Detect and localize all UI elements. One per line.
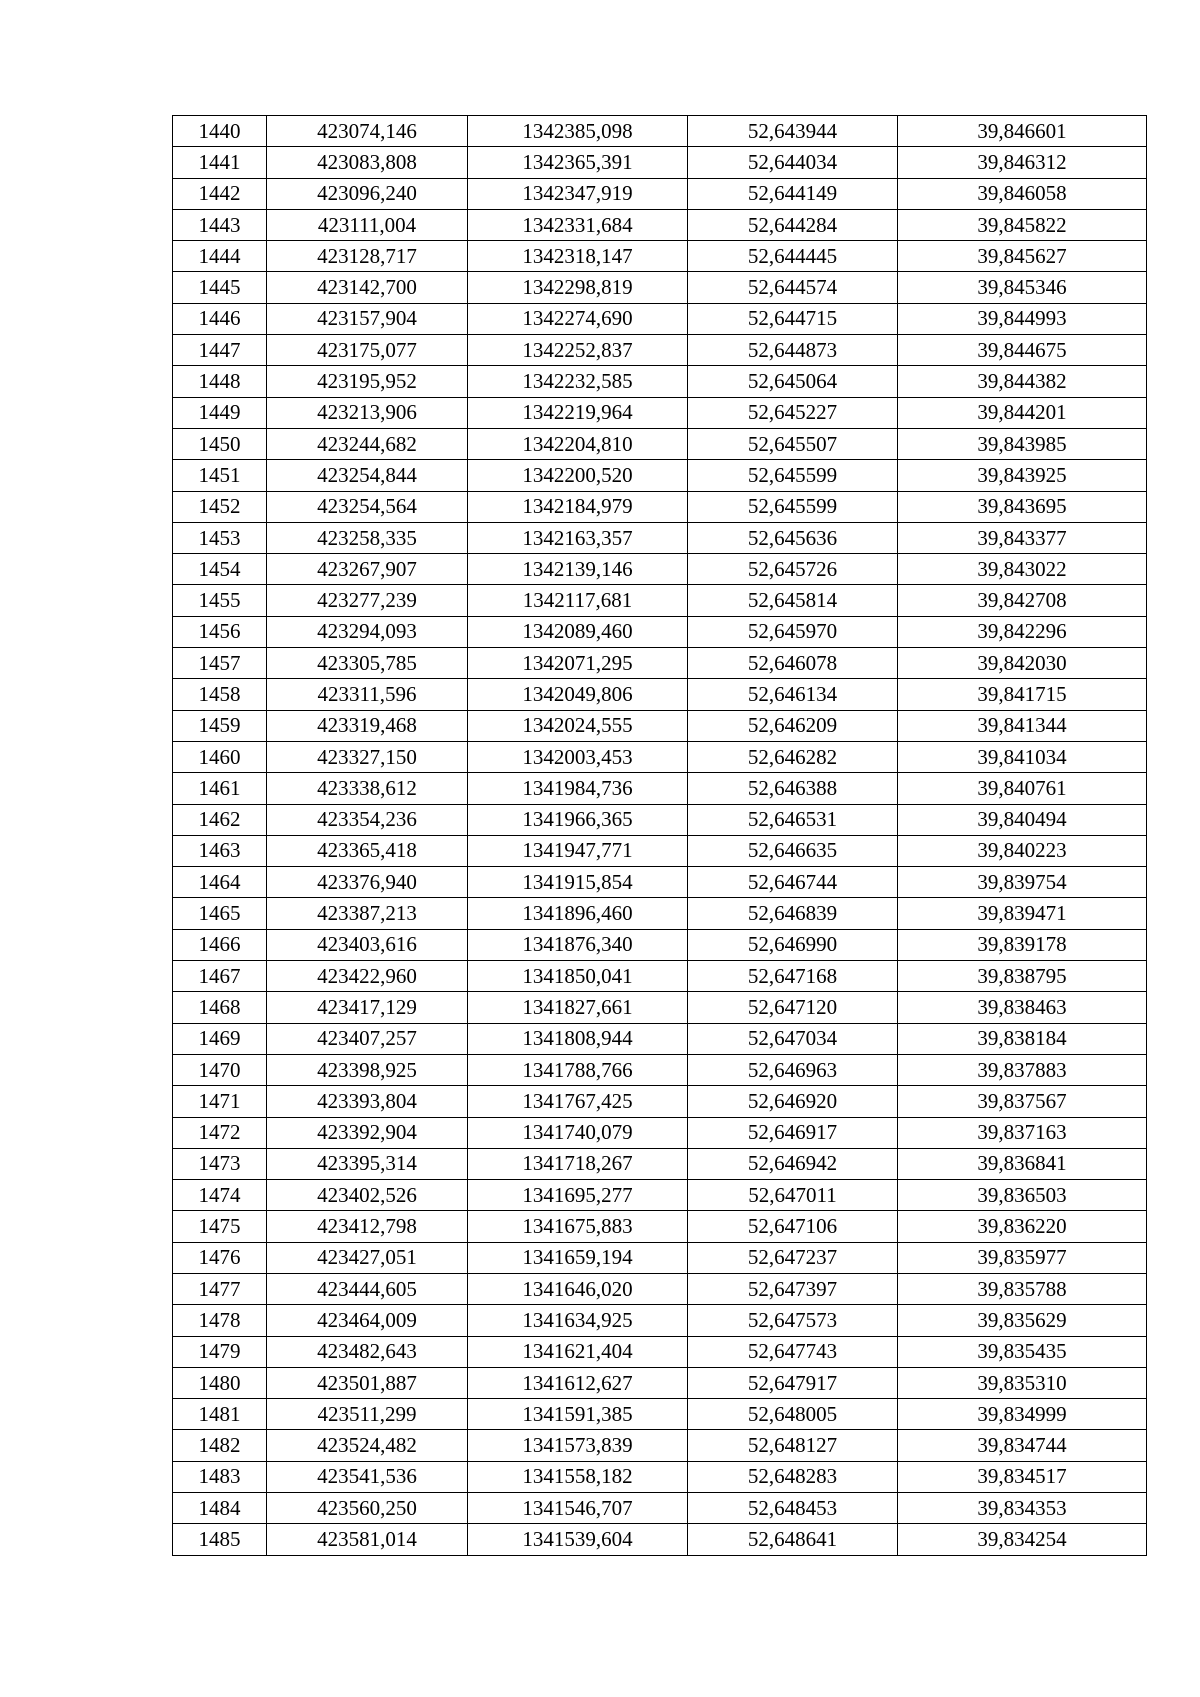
y-coordinate-cell: 1341675,883: [468, 1211, 688, 1242]
latitude-cell: 52,648641: [688, 1524, 898, 1555]
y-coordinate-cell: 1341915,854: [468, 867, 688, 898]
x-coordinate-cell: 423175,077: [267, 335, 468, 366]
point-number-cell: 1458: [173, 679, 267, 710]
table-row: [173, 178, 1147, 209]
point-number-cell: 1479: [173, 1336, 267, 1367]
table-row: [173, 1461, 1147, 1492]
x-coordinate-cell: 423464,009: [267, 1305, 468, 1336]
table-row: [173, 554, 1147, 585]
point-number-cell: 1457: [173, 648, 267, 679]
latitude-cell: 52,645064: [688, 366, 898, 397]
y-coordinate-cell: 1342232,585: [468, 366, 688, 397]
longitude-cell: 39,843925: [898, 460, 1147, 491]
latitude-cell: 52,647237: [688, 1242, 898, 1273]
latitude-cell: 52,646531: [688, 804, 898, 835]
table-row: [173, 710, 1147, 741]
point-number-cell: 1466: [173, 929, 267, 960]
table-row: [173, 1273, 1147, 1304]
y-coordinate-cell: 1341573,839: [468, 1430, 688, 1461]
point-number-cell: 1464: [173, 867, 267, 898]
table-row: [173, 366, 1147, 397]
longitude-cell: 39,842030: [898, 648, 1147, 679]
table-row: [173, 804, 1147, 835]
latitude-cell: 52,646209: [688, 710, 898, 741]
latitude-cell: 52,646134: [688, 679, 898, 710]
latitude-cell: 52,647397: [688, 1273, 898, 1304]
longitude-cell: 39,839178: [898, 929, 1147, 960]
latitude-cell: 52,648127: [688, 1430, 898, 1461]
x-coordinate-cell: 423111,004: [267, 209, 468, 240]
table-row: [173, 648, 1147, 679]
point-number-cell: 1477: [173, 1273, 267, 1304]
point-number-cell: 1441: [173, 147, 267, 178]
point-number-cell: 1450: [173, 428, 267, 459]
point-number-cell: 1485: [173, 1524, 267, 1555]
x-coordinate-cell: 423096,240: [267, 178, 468, 209]
longitude-cell: 39,843022: [898, 554, 1147, 585]
longitude-cell: 39,843695: [898, 491, 1147, 522]
table-row: [173, 773, 1147, 804]
table-row: [173, 1493, 1147, 1524]
latitude-cell: 52,646635: [688, 835, 898, 866]
x-coordinate-cell: 423354,236: [267, 804, 468, 835]
table-row: [173, 1054, 1147, 1085]
y-coordinate-cell: 1342200,520: [468, 460, 688, 491]
longitude-cell: 39,836841: [898, 1148, 1147, 1179]
longitude-cell: 39,840223: [898, 835, 1147, 866]
y-coordinate-cell: 1341621,404: [468, 1336, 688, 1367]
point-number-cell: 1444: [173, 241, 267, 272]
latitude-cell: 52,644574: [688, 272, 898, 303]
x-coordinate-cell: 423327,150: [267, 741, 468, 772]
y-coordinate-cell: 1341634,925: [468, 1305, 688, 1336]
y-coordinate-cell: 1342365,391: [468, 147, 688, 178]
x-coordinate-cell: 423311,596: [267, 679, 468, 710]
latitude-cell: 52,646388: [688, 773, 898, 804]
latitude-cell: 52,645507: [688, 428, 898, 459]
longitude-cell: 39,842296: [898, 616, 1147, 647]
longitude-cell: 39,834353: [898, 1493, 1147, 1524]
table-row: [173, 1086, 1147, 1117]
point-number-cell: 1445: [173, 272, 267, 303]
x-coordinate-cell: 423403,616: [267, 929, 468, 960]
x-coordinate-cell: 423395,314: [267, 1148, 468, 1179]
x-coordinate-cell: 423258,335: [267, 522, 468, 553]
point-number-cell: 1472: [173, 1117, 267, 1148]
y-coordinate-cell: 1341591,385: [468, 1399, 688, 1430]
y-coordinate-cell: 1341612,627: [468, 1367, 688, 1398]
longitude-cell: 39,841715: [898, 679, 1147, 710]
longitude-cell: 39,834517: [898, 1461, 1147, 1492]
point-number-cell: 1448: [173, 366, 267, 397]
longitude-cell: 39,842708: [898, 585, 1147, 616]
y-coordinate-cell: 1341984,736: [468, 773, 688, 804]
table-row: [173, 303, 1147, 334]
latitude-cell: 52,643944: [688, 116, 898, 147]
point-number-cell: 1452: [173, 491, 267, 522]
longitude-cell: 39,845822: [898, 209, 1147, 240]
y-coordinate-cell: 1341659,194: [468, 1242, 688, 1273]
point-number-cell: 1471: [173, 1086, 267, 1117]
table-row: [173, 460, 1147, 491]
latitude-cell: 52,645814: [688, 585, 898, 616]
latitude-cell: 52,647168: [688, 961, 898, 992]
table-row: [173, 867, 1147, 898]
x-coordinate-cell: 423412,798: [267, 1211, 468, 1242]
x-coordinate-cell: 423294,093: [267, 616, 468, 647]
y-coordinate-cell: 1342003,453: [468, 741, 688, 772]
point-number-cell: 1465: [173, 898, 267, 929]
y-coordinate-cell: 1342089,460: [468, 616, 688, 647]
point-number-cell: 1478: [173, 1305, 267, 1336]
y-coordinate-cell: 1341539,604: [468, 1524, 688, 1555]
y-coordinate-cell: 1342298,819: [468, 272, 688, 303]
x-coordinate-cell: 423338,612: [267, 773, 468, 804]
point-number-cell: 1481: [173, 1399, 267, 1430]
point-number-cell: 1470: [173, 1054, 267, 1085]
latitude-cell: 52,644034: [688, 147, 898, 178]
latitude-cell: 52,646942: [688, 1148, 898, 1179]
latitude-cell: 52,644445: [688, 241, 898, 272]
x-coordinate-cell: 423277,239: [267, 585, 468, 616]
coordinates-table: [172, 115, 1147, 1556]
x-coordinate-cell: 423376,940: [267, 867, 468, 898]
table-row: [173, 585, 1147, 616]
table-row: [173, 1242, 1147, 1273]
y-coordinate-cell: 1342331,684: [468, 209, 688, 240]
x-coordinate-cell: 423581,014: [267, 1524, 468, 1555]
table-row: [173, 1211, 1147, 1242]
point-number-cell: 1460: [173, 741, 267, 772]
longitude-cell: 39,843377: [898, 522, 1147, 553]
x-coordinate-cell: 423254,844: [267, 460, 468, 491]
y-coordinate-cell: 1341788,766: [468, 1054, 688, 1085]
longitude-cell: 39,846312: [898, 147, 1147, 178]
y-coordinate-cell: 1341896,460: [468, 898, 688, 929]
y-coordinate-cell: 1342252,837: [468, 335, 688, 366]
point-number-cell: 1447: [173, 335, 267, 366]
point-number-cell: 1443: [173, 209, 267, 240]
y-coordinate-cell: 1341695,277: [468, 1180, 688, 1211]
latitude-cell: 52,645726: [688, 554, 898, 585]
x-coordinate-cell: 423422,960: [267, 961, 468, 992]
x-coordinate-cell: 423083,808: [267, 147, 468, 178]
longitude-cell: 39,835310: [898, 1367, 1147, 1398]
table-row: [173, 1305, 1147, 1336]
latitude-cell: 52,647120: [688, 992, 898, 1023]
y-coordinate-cell: 1341808,944: [468, 1023, 688, 1054]
longitude-cell: 39,839471: [898, 898, 1147, 929]
x-coordinate-cell: 423074,146: [267, 116, 468, 147]
coordinates-table-body: [173, 116, 1147, 1556]
latitude-cell: 52,647011: [688, 1180, 898, 1211]
latitude-cell: 52,646078: [688, 648, 898, 679]
x-coordinate-cell: 423254,564: [267, 491, 468, 522]
latitude-cell: 52,647917: [688, 1367, 898, 1398]
longitude-cell: 39,846058: [898, 178, 1147, 209]
x-coordinate-cell: 423524,482: [267, 1430, 468, 1461]
longitude-cell: 39,839754: [898, 867, 1147, 898]
x-coordinate-cell: 423128,717: [267, 241, 468, 272]
point-number-cell: 1449: [173, 397, 267, 428]
point-number-cell: 1461: [173, 773, 267, 804]
latitude-cell: 52,647573: [688, 1305, 898, 1336]
point-number-cell: 1482: [173, 1430, 267, 1461]
latitude-cell: 52,647034: [688, 1023, 898, 1054]
table-row: [173, 491, 1147, 522]
latitude-cell: 52,646839: [688, 898, 898, 929]
longitude-cell: 39,835629: [898, 1305, 1147, 1336]
longitude-cell: 39,844993: [898, 303, 1147, 334]
y-coordinate-cell: 1342139,146: [468, 554, 688, 585]
longitude-cell: 39,844382: [898, 366, 1147, 397]
table-row: [173, 616, 1147, 647]
latitude-cell: 52,645970: [688, 616, 898, 647]
y-coordinate-cell: 1342117,681: [468, 585, 688, 616]
x-coordinate-cell: 423560,250: [267, 1493, 468, 1524]
latitude-cell: 52,647743: [688, 1336, 898, 1367]
y-coordinate-cell: 1341827,661: [468, 992, 688, 1023]
point-number-cell: 1474: [173, 1180, 267, 1211]
table-row: [173, 1367, 1147, 1398]
table-row: [173, 209, 1147, 240]
y-coordinate-cell: 1341966,365: [468, 804, 688, 835]
latitude-cell: 52,644873: [688, 335, 898, 366]
y-coordinate-cell: 1341546,707: [468, 1493, 688, 1524]
y-coordinate-cell: 1341876,340: [468, 929, 688, 960]
latitude-cell: 52,645636: [688, 522, 898, 553]
longitude-cell: 39,835435: [898, 1336, 1147, 1367]
x-coordinate-cell: 423541,536: [267, 1461, 468, 1492]
point-number-cell: 1468: [173, 992, 267, 1023]
point-number-cell: 1453: [173, 522, 267, 553]
longitude-cell: 39,846601: [898, 116, 1147, 147]
y-coordinate-cell: 1342347,919: [468, 178, 688, 209]
longitude-cell: 39,844675: [898, 335, 1147, 366]
table-row: [173, 1524, 1147, 1555]
longitude-cell: 39,837567: [898, 1086, 1147, 1117]
longitude-cell: 39,840761: [898, 773, 1147, 804]
table-row: [173, 1399, 1147, 1430]
x-coordinate-cell: 423244,682: [267, 428, 468, 459]
latitude-cell: 52,644715: [688, 303, 898, 334]
table-row: [173, 397, 1147, 428]
latitude-cell: 52,644149: [688, 178, 898, 209]
point-number-cell: 1476: [173, 1242, 267, 1273]
longitude-cell: 39,838795: [898, 961, 1147, 992]
latitude-cell: 52,646963: [688, 1054, 898, 1085]
table-row: [173, 116, 1147, 147]
latitude-cell: 52,648005: [688, 1399, 898, 1430]
y-coordinate-cell: 1341947,771: [468, 835, 688, 866]
x-coordinate-cell: 423511,299: [267, 1399, 468, 1430]
x-coordinate-cell: 423305,785: [267, 648, 468, 679]
longitude-cell: 39,840494: [898, 804, 1147, 835]
table-row: [173, 147, 1147, 178]
point-number-cell: 1480: [173, 1367, 267, 1398]
x-coordinate-cell: 423417,129: [267, 992, 468, 1023]
table-row: [173, 1336, 1147, 1367]
y-coordinate-cell: 1342318,147: [468, 241, 688, 272]
longitude-cell: 39,837163: [898, 1117, 1147, 1148]
point-number-cell: 1440: [173, 116, 267, 147]
point-number-cell: 1473: [173, 1148, 267, 1179]
table-row: [173, 898, 1147, 929]
x-coordinate-cell: 423427,051: [267, 1242, 468, 1273]
table-row: [173, 929, 1147, 960]
point-number-cell: 1456: [173, 616, 267, 647]
point-number-cell: 1454: [173, 554, 267, 585]
y-coordinate-cell: 1342219,964: [468, 397, 688, 428]
latitude-cell: 52,645227: [688, 397, 898, 428]
table-row: [173, 1180, 1147, 1211]
x-coordinate-cell: 423444,605: [267, 1273, 468, 1304]
table-row: [173, 522, 1147, 553]
longitude-cell: 39,836220: [898, 1211, 1147, 1242]
latitude-cell: 52,647106: [688, 1211, 898, 1242]
latitude-cell: 52,646990: [688, 929, 898, 960]
point-number-cell: 1451: [173, 460, 267, 491]
table-row: [173, 241, 1147, 272]
x-coordinate-cell: 423501,887: [267, 1367, 468, 1398]
latitude-cell: 52,646920: [688, 1086, 898, 1117]
table-row: [173, 428, 1147, 459]
x-coordinate-cell: 423482,643: [267, 1336, 468, 1367]
x-coordinate-cell: 423213,906: [267, 397, 468, 428]
x-coordinate-cell: 423142,700: [267, 272, 468, 303]
y-coordinate-cell: 1342049,806: [468, 679, 688, 710]
latitude-cell: 52,648283: [688, 1461, 898, 1492]
longitude-cell: 39,835788: [898, 1273, 1147, 1304]
longitude-cell: 39,841034: [898, 741, 1147, 772]
latitude-cell: 52,645599: [688, 491, 898, 522]
point-number-cell: 1462: [173, 804, 267, 835]
longitude-cell: 39,841344: [898, 710, 1147, 741]
latitude-cell: 52,644284: [688, 209, 898, 240]
y-coordinate-cell: 1341558,182: [468, 1461, 688, 1492]
x-coordinate-cell: 423398,925: [267, 1054, 468, 1085]
longitude-cell: 39,834254: [898, 1524, 1147, 1555]
x-coordinate-cell: 423365,418: [267, 835, 468, 866]
x-coordinate-cell: 423319,468: [267, 710, 468, 741]
longitude-cell: 39,844201: [898, 397, 1147, 428]
point-number-cell: 1484: [173, 1493, 267, 1524]
x-coordinate-cell: 423392,904: [267, 1117, 468, 1148]
table-row: [173, 335, 1147, 366]
point-number-cell: 1463: [173, 835, 267, 866]
latitude-cell: 52,646744: [688, 867, 898, 898]
longitude-cell: 39,843985: [898, 428, 1147, 459]
latitude-cell: 52,646282: [688, 741, 898, 772]
point-number-cell: 1467: [173, 961, 267, 992]
table-row: [173, 961, 1147, 992]
x-coordinate-cell: 423407,257: [267, 1023, 468, 1054]
x-coordinate-cell: 423402,526: [267, 1180, 468, 1211]
longitude-cell: 39,836503: [898, 1180, 1147, 1211]
latitude-cell: 52,645599: [688, 460, 898, 491]
point-number-cell: 1442: [173, 178, 267, 209]
point-number-cell: 1446: [173, 303, 267, 334]
point-number-cell: 1483: [173, 1461, 267, 1492]
x-coordinate-cell: 423195,952: [267, 366, 468, 397]
y-coordinate-cell: 1341850,041: [468, 961, 688, 992]
x-coordinate-cell: 423157,904: [267, 303, 468, 334]
y-coordinate-cell: 1342071,295: [468, 648, 688, 679]
y-coordinate-cell: 1342274,690: [468, 303, 688, 334]
x-coordinate-cell: 423387,213: [267, 898, 468, 929]
latitude-cell: 52,646917: [688, 1117, 898, 1148]
point-number-cell: 1459: [173, 710, 267, 741]
table-row: [173, 1023, 1147, 1054]
y-coordinate-cell: 1342184,979: [468, 491, 688, 522]
latitude-cell: 52,648453: [688, 1493, 898, 1524]
y-coordinate-cell: 1342024,555: [468, 710, 688, 741]
table-row: [173, 835, 1147, 866]
longitude-cell: 39,838184: [898, 1023, 1147, 1054]
table-row: [173, 272, 1147, 303]
x-coordinate-cell: 423267,907: [267, 554, 468, 585]
y-coordinate-cell: 1342385,098: [468, 116, 688, 147]
point-number-cell: 1475: [173, 1211, 267, 1242]
x-coordinate-cell: 423393,804: [267, 1086, 468, 1117]
table-row: [173, 1430, 1147, 1461]
y-coordinate-cell: 1341646,020: [468, 1273, 688, 1304]
longitude-cell: 39,834999: [898, 1399, 1147, 1430]
point-number-cell: 1469: [173, 1023, 267, 1054]
longitude-cell: 39,845627: [898, 241, 1147, 272]
y-coordinate-cell: 1342204,810: [468, 428, 688, 459]
table-row: [173, 992, 1147, 1023]
longitude-cell: 39,834744: [898, 1430, 1147, 1461]
longitude-cell: 39,837883: [898, 1054, 1147, 1085]
longitude-cell: 39,845346: [898, 272, 1147, 303]
y-coordinate-cell: 1341718,267: [468, 1148, 688, 1179]
longitude-cell: 39,838463: [898, 992, 1147, 1023]
y-coordinate-cell: 1341767,425: [468, 1086, 688, 1117]
table-row: [173, 1148, 1147, 1179]
table-row: [173, 679, 1147, 710]
table-row: [173, 1117, 1147, 1148]
point-number-cell: 1455: [173, 585, 267, 616]
table-row: [173, 741, 1147, 772]
y-coordinate-cell: 1342163,357: [468, 522, 688, 553]
longitude-cell: 39,835977: [898, 1242, 1147, 1273]
y-coordinate-cell: 1341740,079: [468, 1117, 688, 1148]
